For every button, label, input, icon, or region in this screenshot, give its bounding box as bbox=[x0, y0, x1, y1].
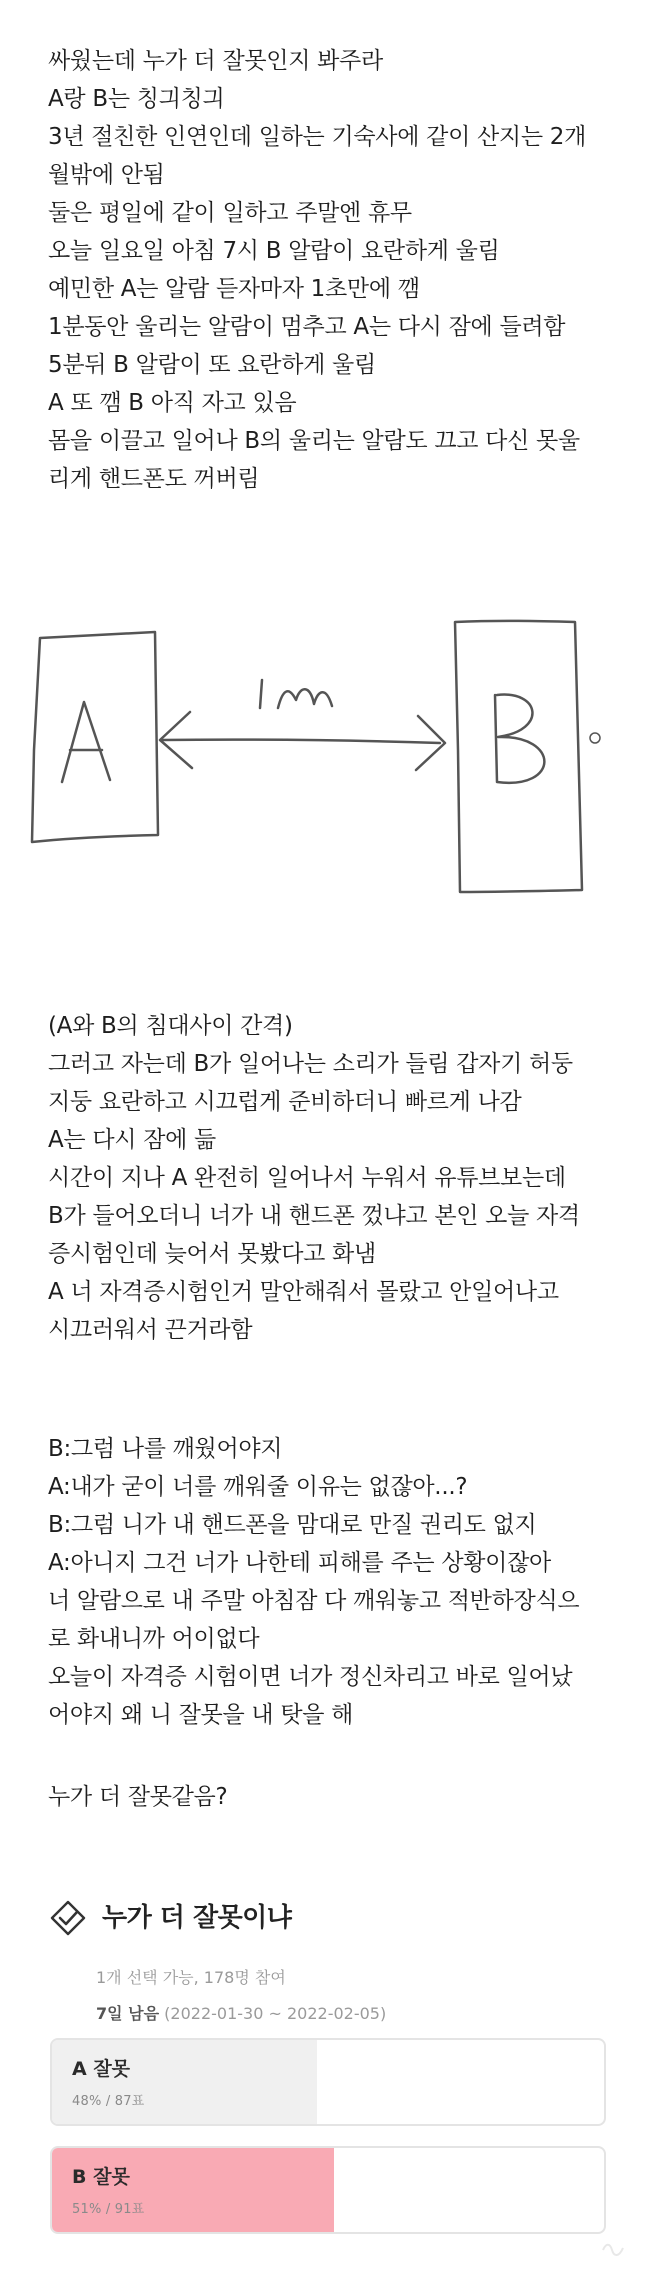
post-line: 그러고 자는데 B가 일어나는 소리가 들림 갑자기 허둥 bbox=[48, 1051, 573, 1077]
post-line: 오늘이 자격증 시험이면 너가 정신차리고 바로 일어났 bbox=[48, 1664, 573, 1690]
post-line: B:그럼 니가 내 핸드폰을 맘대로 만질 권리도 없지 bbox=[48, 1512, 537, 1538]
post-line: 싸웠는데 누가 더 잘못인지 봐주라 bbox=[48, 48, 383, 74]
distance-arrow bbox=[162, 740, 440, 743]
post-line: A 또 깸 B 아직 자고 있음 bbox=[48, 390, 297, 416]
post-line: 리게 핸드폰도 꺼버림 bbox=[48, 466, 260, 492]
post-line: A랑 B는 칭긔칭긔 bbox=[48, 86, 225, 112]
poll-header bbox=[46, 1890, 616, 1950]
poll-title: 누가 더 잘못이냐 bbox=[102, 1903, 292, 1933]
post-line: 너 알람으로 내 주말 아침잠 다 깨워놓고 적반하장식으 bbox=[48, 1588, 580, 1614]
post-line: 시끄러워서 끈거라함 bbox=[48, 1317, 253, 1343]
post-paragraph-intro bbox=[48, 42, 628, 498]
poll-option-b-bar bbox=[52, 2148, 334, 2232]
label-1m-stroke bbox=[260, 680, 332, 708]
poll-schedule bbox=[96, 2002, 386, 2026]
post-line: 지둥 요란하고 시끄럽게 준비하더니 빠르게 나감 bbox=[48, 1089, 522, 1115]
post-line: B:그럼 나를 깨웠어야지 bbox=[48, 1436, 283, 1462]
post-line: A는 다시 잠에 듦 bbox=[48, 1127, 216, 1153]
poll-option-b-stat: 51% / 91표 bbox=[72, 2202, 145, 2217]
poll-widget bbox=[46, 1890, 616, 2217]
poll-option-a[interactable] bbox=[50, 2038, 606, 2126]
post-paragraph-question bbox=[48, 1778, 628, 1816]
watermark-icon bbox=[600, 2240, 626, 2260]
post-line: A:아니지 그건 너가 나한테 피해를 주는 상황이잖아 bbox=[48, 1550, 551, 1576]
bed-distance-sketch bbox=[0, 600, 653, 900]
bed-b-box bbox=[455, 621, 582, 892]
post-line: 누가 더 잘못같음? bbox=[48, 1784, 228, 1810]
post-line: B가 들어오더니 너가 내 핸드폰 껐냐고 본인 오늘 자격 bbox=[48, 1203, 580, 1229]
post-line: 월밖에 안됨 bbox=[48, 162, 165, 188]
post-line: 로 화내니까 어이없다 bbox=[48, 1626, 260, 1652]
post-line: A:내가 굳이 너를 깨워줄 이유는 없잖아...? bbox=[48, 1474, 468, 1500]
post-line: 오늘 일요일 아침 7시 B 알람이 요란하게 울림 bbox=[48, 238, 500, 264]
poll-period: (2022-01-30 ~ 2022-02-05) bbox=[164, 2004, 387, 2023]
post-line: 어야지 왜 니 잘못을 내 탓을 해 bbox=[48, 1702, 354, 1728]
post-line: 1분동안 울리는 알람이 멈추고 A는 다시 잠에 들려함 bbox=[48, 314, 566, 340]
svg-text:A: A bbox=[0, 600, 1, 601]
letter-a-stroke bbox=[62, 702, 110, 782]
poll-option-a-label: A 잘못 bbox=[72, 2058, 131, 2080]
poll-days-left: 7일 남음 bbox=[96, 2004, 160, 2023]
post-paragraph-story bbox=[48, 1007, 628, 1349]
post-line: 시간이 지나 A 완전히 일어나서 누워서 유튜브보는데 bbox=[48, 1165, 566, 1191]
post-line: A 너 자격증시험인거 말안해줘서 몰랐고 안일어나고 bbox=[48, 1279, 559, 1305]
poll-option-b-label: B 잘못 bbox=[72, 2166, 130, 2188]
post-line: 몸을 이끌고 일어나 B의 울리는 알람도 끄고 다신 못울 bbox=[48, 428, 580, 454]
post-line: 증시험인데 늦어서 못봤다고 화냄 bbox=[48, 1241, 376, 1267]
poll-option-a-bar bbox=[52, 2040, 317, 2124]
poll-option-a-stat: 48% / 87표 bbox=[72, 2094, 145, 2109]
post-line: 5분뒤 B 알람이 또 요란하게 울림 bbox=[48, 352, 376, 378]
post-line: 3년 절친한 인연인데 일하는 기숙사에 같이 산지는 2개 bbox=[48, 124, 587, 150]
letter-b-stroke bbox=[495, 695, 544, 783]
post-line: (A와 B의 침대사이 간격) bbox=[48, 1013, 293, 1039]
check-diamond-icon bbox=[48, 1898, 88, 1938]
post-line: 예민한 A는 알람 듣자마자 1초만에 깸 bbox=[48, 276, 420, 302]
poll-participation-info: 1개 선택 가능, 178명 참여 bbox=[96, 1968, 286, 1987]
poll-option-b[interactable] bbox=[50, 2146, 606, 2234]
post-paragraph-dialogue bbox=[48, 1430, 628, 1734]
post-line: 둘은 평일에 같이 일하고 주말엔 휴무 bbox=[48, 200, 412, 226]
